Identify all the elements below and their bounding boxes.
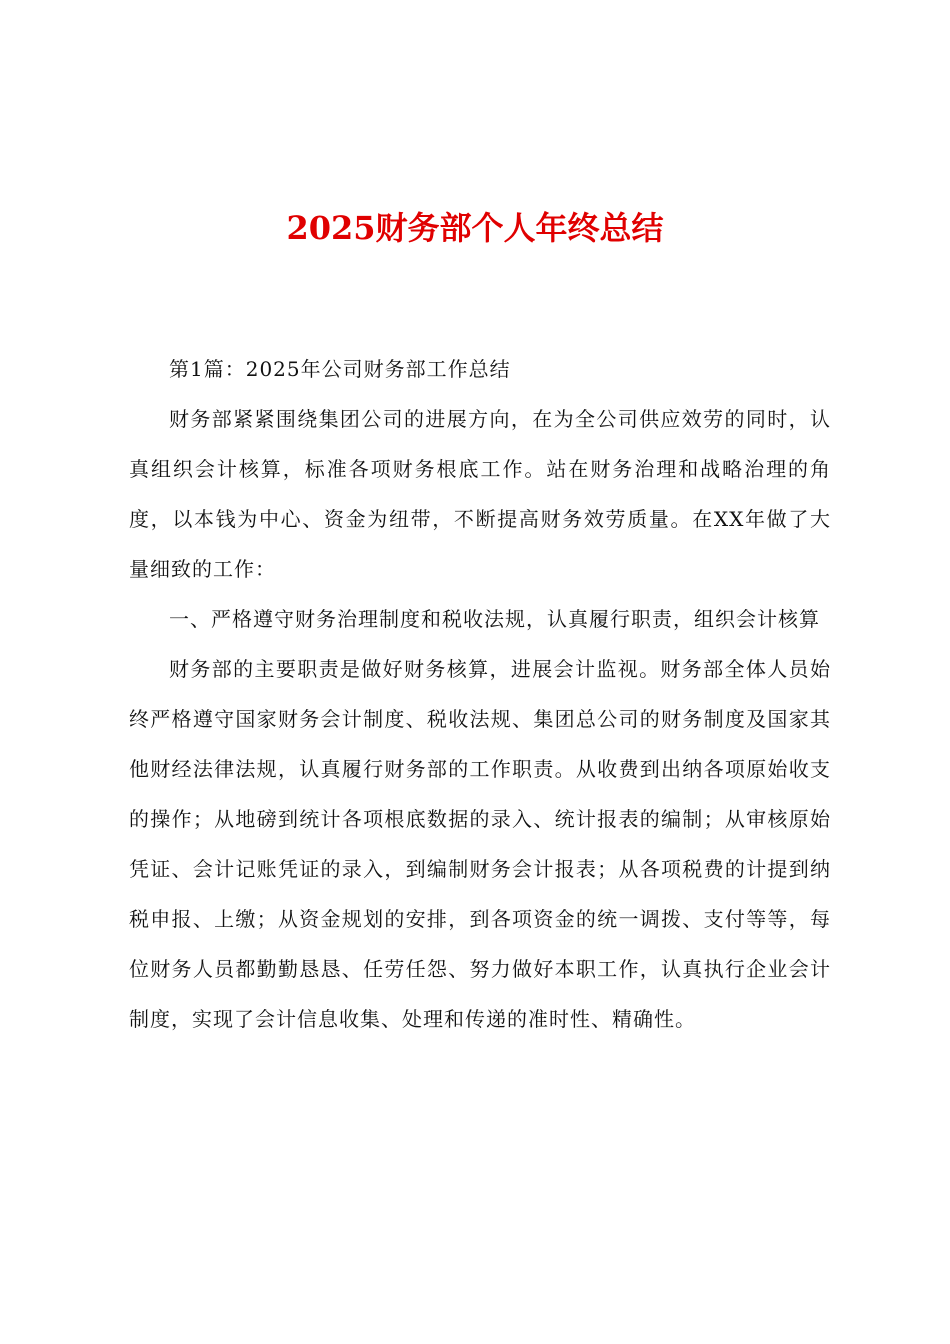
document-body — [129, 344, 831, 1044]
paragraph-duties: 财务部的主要职责是做好财务核算，进展会计监视。财务部全体人员始终严格遵守国家财务会计制度、税收法规、集团总公司的财务制度及国家其他财经法律法规，认真履行财务部的工作职责。从收费到出纳各项原始收支的操作；从地磅到统计各项根底数据的录入、统计报表的编制；从审核原始凭证、会计记账凭证的录入，到编制财务会计报表；从各项税费的计提到纳税申报、上缴；从资金规划的安排，到各项资金的统一调拨、支付等等，每位财务人员都勤勤恳恳、任劳任怨、努力做好本职工作，认真执行企业会计制度，实现了会计信息收集、处理和传递的准时性、精确性。 — [129, 657, 831, 1031]
paragraph-section-heading: 第1篇：2025年公司财务部工作总结 — [169, 357, 511, 381]
paragraph-intro: 财务部紧紧围绕集团公司的进展方向，在为全公司供应效劳的同时，认真组织会计核算，标准各项财务根底工作。站在财务治理和战略治理的角度，以本钱为中心、资金为纽带，不断提高财务效劳质量。在XX年做了大量细致的工作： — [129, 407, 831, 581]
paragraph-subheading: 一、严格遵守财务治理制度和税收法规，认真履行职责，组织会计核算 — [169, 607, 820, 631]
document-title: 2025财务部个人年终总结 — [286, 209, 664, 247]
